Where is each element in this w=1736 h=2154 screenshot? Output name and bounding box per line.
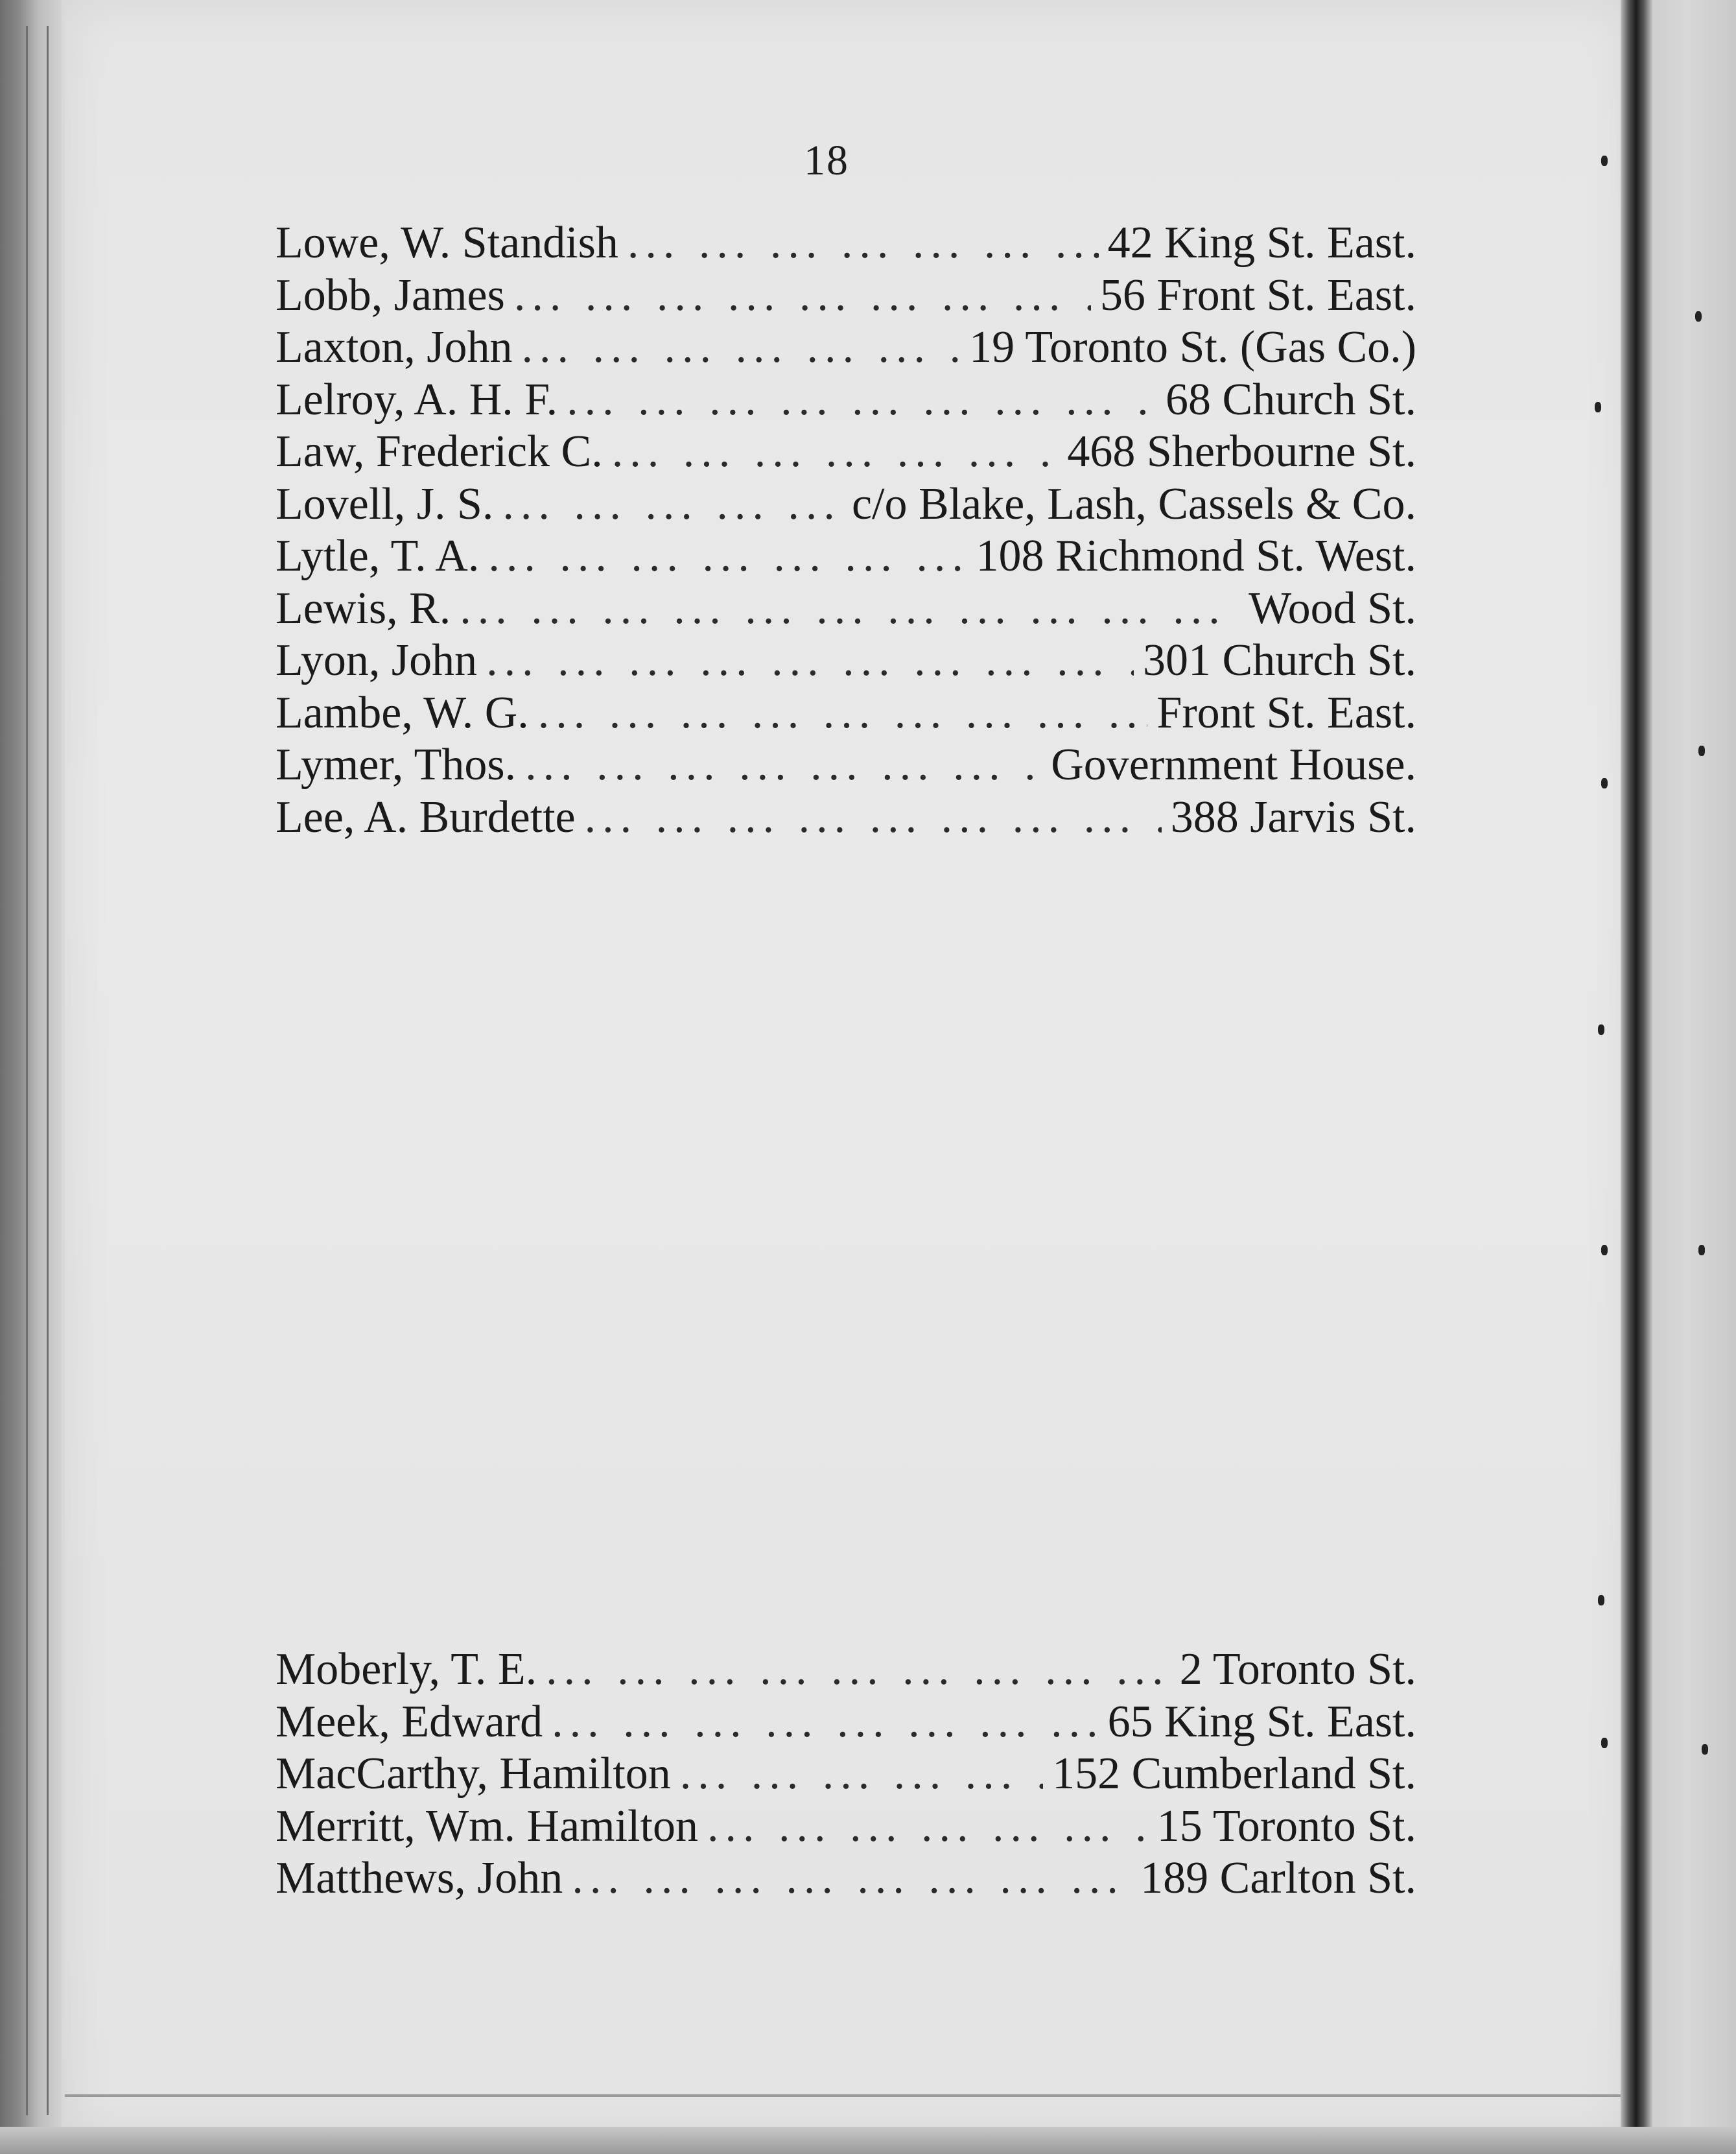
entry-name: Law, Frederick C. xyxy=(276,427,603,477)
dot-leader xyxy=(538,687,1148,739)
entry-name: Merritt, Wm. Hamilton xyxy=(276,1801,698,1851)
entry-name: Moberly, T. E. xyxy=(276,1644,537,1694)
entry-name: MacCarthy, Hamilton xyxy=(276,1749,671,1799)
page-bottom-rule xyxy=(65,2094,1621,2097)
entry-name: Lelroy, A. H. F. xyxy=(276,374,558,425)
dot-leader xyxy=(707,1801,1148,1852)
dot-leader xyxy=(522,322,961,373)
entry-name: Lyon, John xyxy=(276,635,478,685)
binding-mark xyxy=(1695,311,1702,322)
entry-address: Government House. xyxy=(1051,740,1416,790)
directory-entry xyxy=(276,739,1416,791)
dot-leader xyxy=(680,1748,1043,1800)
directory-entry xyxy=(276,1696,1416,1748)
entry-address: 468 Sherbourne St. xyxy=(1067,427,1416,477)
entry-name: Lobb, James xyxy=(276,270,505,320)
dot-leader xyxy=(572,1852,1131,1904)
left-page-edge xyxy=(0,0,62,2154)
dot-leader xyxy=(525,739,1042,791)
binding-mark xyxy=(1601,1245,1608,1255)
directory-entry xyxy=(276,270,1416,322)
binding-mark xyxy=(1598,1595,1604,1605)
entry-address: 65 King St. East. xyxy=(1107,1696,1416,1747)
binding-mark xyxy=(1601,156,1608,166)
entry-name: Lowe, W. Standish xyxy=(276,218,618,268)
dot-leader xyxy=(546,1644,1171,1696)
directory-entry xyxy=(276,217,1416,269)
entry-address: 152 Cumberland St. xyxy=(1052,1749,1416,1799)
dot-leader xyxy=(460,583,1239,635)
entry-name: Lovell, J. S. xyxy=(276,479,494,529)
directory-entry xyxy=(276,426,1416,478)
directory-entry xyxy=(276,1644,1416,1696)
directory-entry xyxy=(276,792,1416,844)
edge-line xyxy=(47,26,49,2115)
dot-leader xyxy=(612,426,1059,478)
entry-address: Wood St. xyxy=(1249,583,1416,633)
binding-gutter xyxy=(1621,0,1653,2154)
dot-leader xyxy=(567,374,1156,426)
directory-entry xyxy=(276,635,1416,687)
directory-entry xyxy=(276,322,1416,373)
bottom-page-edge xyxy=(0,2127,1736,2154)
directory-entry xyxy=(276,1801,1416,1852)
entry-name: Lewis, R. xyxy=(276,583,451,633)
binding-mark xyxy=(1601,1738,1608,1748)
dot-leader xyxy=(486,635,1134,687)
dot-leader xyxy=(514,270,1091,322)
entry-address: 189 Carlton St. xyxy=(1140,1853,1416,1903)
dot-leader xyxy=(502,479,843,530)
directory-entry xyxy=(276,530,1416,582)
entry-name: Lytle, T. A. xyxy=(276,531,480,581)
directory-entry xyxy=(276,374,1416,426)
entry-address: 388 Jarvis St. xyxy=(1170,792,1416,842)
entry-address: Front St. East. xyxy=(1156,687,1416,738)
dot-leader xyxy=(628,217,1099,269)
dot-leader xyxy=(488,530,967,582)
binding-mark xyxy=(1601,778,1608,788)
page-number: 18 xyxy=(804,137,849,184)
entry-name: Lymer, Thos. xyxy=(276,740,517,790)
entry-address: 108 Richmond St. West. xyxy=(976,531,1416,581)
entry-name: Lambe, W. G. xyxy=(276,687,529,738)
entry-address: 301 Church St. xyxy=(1143,635,1416,685)
directory-entry xyxy=(276,583,1416,635)
directory-entry xyxy=(276,687,1416,739)
entry-name: Matthews, John xyxy=(276,1853,563,1903)
binding-mark xyxy=(1702,1744,1708,1755)
entry-address: 15 Toronto St. xyxy=(1156,1801,1416,1851)
entry-name: Meek, Edward xyxy=(276,1696,543,1747)
entry-name: Laxton, John xyxy=(276,322,513,372)
entry-address: 42 King St. East. xyxy=(1107,218,1416,268)
binding-mark xyxy=(1595,402,1601,412)
entry-address: c/o Blake, Lash, Cassels & Co. xyxy=(851,479,1416,529)
dot-leader xyxy=(585,792,1162,844)
entry-address: 68 Church St. xyxy=(1166,374,1416,425)
dot-leader xyxy=(552,1696,1099,1748)
adjacent-page-strip xyxy=(1653,0,1736,2154)
entry-name: Lee, A. Burdette xyxy=(276,792,576,842)
directory-entry xyxy=(276,1852,1416,1904)
binding-mark xyxy=(1698,746,1705,756)
binding-mark xyxy=(1698,1245,1705,1255)
directory-entry xyxy=(276,479,1416,530)
directory-entry xyxy=(276,1748,1416,1800)
entry-address: 56 Front St. East. xyxy=(1099,270,1416,320)
entry-address: 2 Toronto St. xyxy=(1179,1644,1416,1694)
entry-address: 19 Toronto St. (Gas Co.) xyxy=(969,322,1416,372)
binding-mark xyxy=(1598,1024,1604,1035)
edge-line xyxy=(26,26,28,2115)
